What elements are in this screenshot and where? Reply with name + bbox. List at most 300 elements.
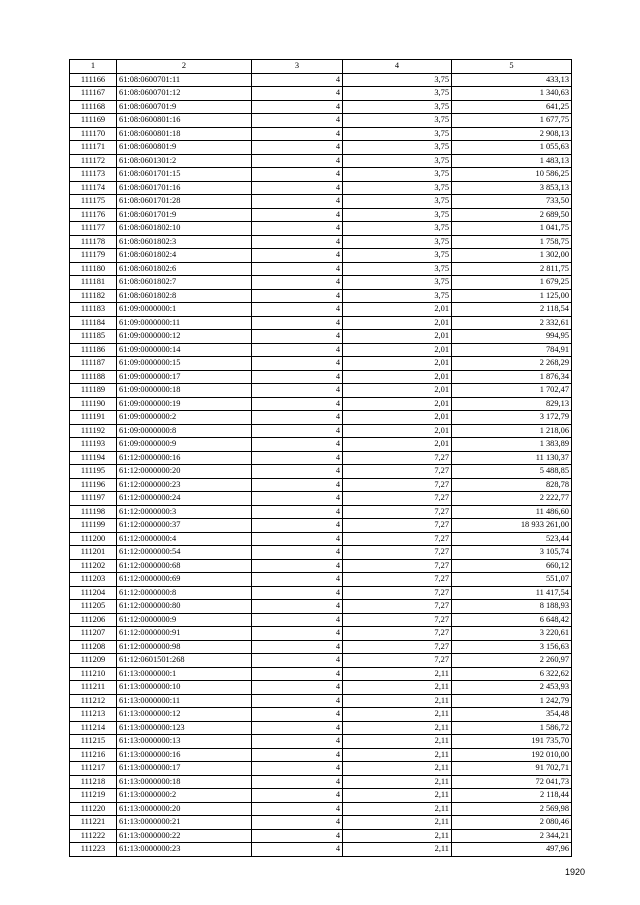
row-number-cell: 111184 [70,316,117,330]
row-number-cell: 111175 [70,195,117,209]
cadastral-number-cell: 61:13:0000000:23 [117,843,252,857]
table-row [70,816,572,830]
column-4-cell: 3,75 [343,181,452,195]
cadastral-number-cell: 61:09:0000000:9 [117,438,252,452]
cadastral-number-cell: 61:09:0000000:8 [117,424,252,438]
column-5-cell: 2 569,98 [452,802,572,816]
column-4-cell: 3,75 [343,114,452,128]
table-row [70,114,572,128]
column-4-cell: 2,01 [343,424,452,438]
column-4-cell: 2,11 [343,775,452,789]
cadastral-number-cell: 61:13:0000000:13 [117,735,252,749]
column-5-cell: 72 041,73 [452,775,572,789]
row-number-cell: 111206 [70,613,117,627]
row-number-cell: 111180 [70,262,117,276]
row-number-cell: 111173 [70,168,117,182]
column-4-cell: 3,75 [343,168,452,182]
column-5-cell: 641,25 [452,100,572,114]
column-4-cell: 3,75 [343,100,452,114]
row-number-cell: 111199 [70,519,117,533]
table-row [70,519,572,533]
table-row [70,73,572,87]
cadastral-number-cell: 61:13:0000000:12 [117,708,252,722]
cadastral-number-cell: 61:08:0601802:6 [117,262,252,276]
table-row [70,492,572,506]
column-4-cell: 3,75 [343,127,452,141]
cadastral-number-cell: 61:12:0000000:69 [117,573,252,587]
row-number-cell: 111208 [70,640,117,654]
table-row [70,600,572,614]
column-5-cell: 1 702,47 [452,384,572,398]
column-3-cell: 4 [252,532,343,546]
column-5-cell: 1 383,89 [452,438,572,452]
table-row [70,195,572,209]
cadastral-number-cell: 61:08:0601802:10 [117,222,252,236]
column-4-cell: 2,11 [343,708,452,722]
cadastral-number-cell: 61:12:0000000:37 [117,519,252,533]
table-row [70,735,572,749]
table-row [70,141,572,155]
column-5-cell: 1 679,25 [452,276,572,290]
cadastral-number-cell: 61:08:0600801:18 [117,127,252,141]
row-number-cell: 111191 [70,411,117,425]
column-5-cell: 11 486,60 [452,505,572,519]
row-number-cell: 111177 [70,222,117,236]
column-3-cell: 4 [252,127,343,141]
column-4-cell: 2,11 [343,829,452,843]
column-3-cell: 4 [252,505,343,519]
column-3-cell: 4 [252,154,343,168]
row-number-cell: 111171 [70,141,117,155]
column-5-cell: 1 758,75 [452,235,572,249]
column-4-cell: 3,75 [343,235,452,249]
column-4-cell: 7,27 [343,465,452,479]
table-row [70,654,572,668]
table-row [70,465,572,479]
table-row [70,843,572,857]
cadastral-number-cell: 61:08:0601802:7 [117,276,252,290]
column-4-cell: 3,75 [343,87,452,101]
column-4-cell: 2,11 [343,667,452,681]
cadastral-number-cell: 61:12:0000000:4 [117,532,252,546]
column-5-cell: 1 125,00 [452,289,572,303]
cadastral-number-cell: 61:13:0000000:16 [117,748,252,762]
cadastral-number-cell: 61:12:0000000:23 [117,478,252,492]
column-4-cell: 2,01 [343,330,452,344]
column-3-cell: 4 [252,262,343,276]
row-number-cell: 111186 [70,343,117,357]
column-4-cell: 7,27 [343,492,452,506]
table-row [70,451,572,465]
column-5-cell: 784,91 [452,343,572,357]
column-3-cell: 4 [252,424,343,438]
cadastral-number-cell: 61:09:0000000:2 [117,411,252,425]
table-row [70,370,572,384]
column-4-cell: 7,27 [343,559,452,573]
column-3-cell: 4 [252,168,343,182]
cadastral-number-cell: 61:09:0000000:1 [117,303,252,317]
cadastral-number-cell: 61:12:0000000:20 [117,465,252,479]
column-3-cell: 4 [252,789,343,803]
column-4-cell: 2,11 [343,735,452,749]
column-5-cell: 3 172,79 [452,411,572,425]
column-3-cell: 4 [252,843,343,857]
row-number-cell: 111178 [70,235,117,249]
column-4-cell: 2,11 [343,843,452,857]
cadastral-number-cell: 61:09:0000000:15 [117,357,252,371]
column-3-cell: 4 [252,114,343,128]
column-3-cell: 4 [252,492,343,506]
table-row [70,262,572,276]
table-row [70,829,572,843]
column-4-cell: 2,11 [343,721,452,735]
cadastral-number-cell: 61:12:0000000:3 [117,505,252,519]
row-number-cell: 111220 [70,802,117,816]
column-5-cell: 433,13 [452,73,572,87]
table-row [70,343,572,357]
table-row [70,276,572,290]
row-number-cell: 111200 [70,532,117,546]
column-4-cell: 2,11 [343,694,452,708]
row-number-cell: 111167 [70,87,117,101]
column-3-cell: 4 [252,73,343,87]
column-4-cell: 2,11 [343,789,452,803]
cadastral-number-cell: 61:13:0000000:1 [117,667,252,681]
column-5-cell: 1 041,75 [452,222,572,236]
column-4-cell: 7,27 [343,573,452,587]
column-3-cell: 4 [252,600,343,614]
row-number-cell: 111204 [70,586,117,600]
column-3-cell: 4 [252,100,343,114]
row-number-cell: 111215 [70,735,117,749]
row-number-cell: 111202 [70,559,117,573]
column-5-cell: 5 488,85 [452,465,572,479]
column-4-cell: 7,27 [343,640,452,654]
column-3-cell: 4 [252,627,343,641]
row-number-cell: 111168 [70,100,117,114]
table-row [70,546,572,560]
column-5-cell: 91 702,71 [452,762,572,776]
column-3-cell: 4 [252,694,343,708]
table-row [70,532,572,546]
column-header-4: 4 [343,60,452,74]
column-3-cell: 4 [252,640,343,654]
table-row [70,478,572,492]
column-3-cell: 4 [252,708,343,722]
column-4-cell: 7,27 [343,586,452,600]
column-3-cell: 4 [252,181,343,195]
table-row [70,573,572,587]
column-5-cell: 10 586,25 [452,168,572,182]
column-5-cell: 523,44 [452,532,572,546]
row-number-cell: 111179 [70,249,117,263]
table-row [70,303,572,317]
column-3-cell: 4 [252,330,343,344]
row-number-cell: 111218 [70,775,117,789]
column-5-cell: 6 648,42 [452,613,572,627]
column-3-cell: 4 [252,816,343,830]
column-5-cell: 829,13 [452,397,572,411]
column-4-cell: 3,75 [343,208,452,222]
table-row [70,775,572,789]
table-row [70,681,572,695]
column-3-cell: 4 [252,573,343,587]
row-number-cell: 111197 [70,492,117,506]
column-5-cell: 733,50 [452,195,572,209]
cadastral-number-cell: 61:13:0000000:22 [117,829,252,843]
column-3-cell: 4 [252,289,343,303]
column-4-cell: 7,27 [343,451,452,465]
column-5-cell: 1 340,63 [452,87,572,101]
column-3-cell: 4 [252,451,343,465]
column-3-cell: 4 [252,195,343,209]
column-5-cell: 2 118,54 [452,303,572,317]
cadastral-number-cell: 61:12:0000000:16 [117,451,252,465]
row-number-cell: 111196 [70,478,117,492]
column-3-cell: 4 [252,721,343,735]
column-5-cell: 2 268,29 [452,357,572,371]
column-5-cell: 354,48 [452,708,572,722]
column-4-cell: 7,27 [343,654,452,668]
row-number-cell: 111189 [70,384,117,398]
column-3-cell: 4 [252,519,343,533]
column-3-cell: 4 [252,748,343,762]
cadastral-number-cell: 61:12:0000000:68 [117,559,252,573]
cadastral-number-cell: 61:09:0000000:12 [117,330,252,344]
table-row [70,559,572,573]
table-body [70,73,572,856]
column-4-cell: 2,01 [343,357,452,371]
table-row [70,721,572,735]
column-5-cell: 18 933 261,00 [452,519,572,533]
column-5-cell: 660,12 [452,559,572,573]
table-row [70,330,572,344]
column-4-cell: 3,75 [343,262,452,276]
column-4-cell: 3,75 [343,141,452,155]
column-3-cell: 4 [252,87,343,101]
column-3-cell: 4 [252,276,343,290]
row-number-cell: 111172 [70,154,117,168]
table-row [70,640,572,654]
column-5-cell: 1 586,72 [452,721,572,735]
row-number-cell: 111198 [70,505,117,519]
table-header-row [70,60,572,74]
cadastral-number-cell: 61:12:0000000:9 [117,613,252,627]
cadastral-number-cell: 61:13:0000000:10 [117,681,252,695]
column-5-cell: 2 689,50 [452,208,572,222]
cadastral-number-cell: 61:09:0000000:19 [117,397,252,411]
table-row [70,87,572,101]
column-3-cell: 4 [252,303,343,317]
column-3-cell: 4 [252,681,343,695]
row-number-cell: 111194 [70,451,117,465]
column-3-cell: 4 [252,141,343,155]
column-3-cell: 4 [252,559,343,573]
column-5-cell: 1 483,13 [452,154,572,168]
cadastral-number-cell: 61:13:0000000:17 [117,762,252,776]
table-row [70,208,572,222]
table-row [70,667,572,681]
column-3-cell: 4 [252,397,343,411]
cadastral-number-cell: 61:08:0600801:16 [117,114,252,128]
cadastral-number-cell: 61:08:0601802:3 [117,235,252,249]
table-row [70,222,572,236]
column-4-cell: 2,01 [343,384,452,398]
row-number-cell: 111205 [70,600,117,614]
column-5-cell: 3 156,63 [452,640,572,654]
table-row [70,748,572,762]
page-number: 1920 [565,867,586,877]
column-4-cell: 3,75 [343,289,452,303]
column-5-cell: 994,95 [452,330,572,344]
cadastral-number-cell: 61:13:0000000:123 [117,721,252,735]
cadastral-number-cell: 61:09:0000000:18 [117,384,252,398]
table-row [70,357,572,371]
column-4-cell: 7,27 [343,478,452,492]
table-row [70,708,572,722]
cadastral-number-cell: 61:09:0000000:17 [117,370,252,384]
table-row [70,249,572,263]
column-4-cell: 2,01 [343,438,452,452]
column-4-cell: 2,11 [343,748,452,762]
row-number-cell: 111213 [70,708,117,722]
cadastral-number-cell: 61:08:0600701:9 [117,100,252,114]
column-3-cell: 4 [252,357,343,371]
column-header-5: 5 [452,60,572,74]
cadastral-number-cell: 61:12:0000000:54 [117,546,252,560]
column-4-cell: 2,01 [343,411,452,425]
column-5-cell: 3 853,13 [452,181,572,195]
table-row [70,235,572,249]
cadastral-number-cell: 61:12:0000000:91 [117,627,252,641]
column-header-2: 2 [117,60,252,74]
row-number-cell: 111183 [70,303,117,317]
column-3-cell: 4 [252,613,343,627]
cadastral-number-cell: 61:12:0000000:98 [117,640,252,654]
row-number-cell: 111212 [70,694,117,708]
data-table [69,59,572,857]
column-4-cell: 7,27 [343,532,452,546]
table-row [70,316,572,330]
cadastral-number-cell: 61:13:0000000:21 [117,816,252,830]
table-row [70,411,572,425]
table-row [70,127,572,141]
table-row [70,627,572,641]
row-number-cell: 111170 [70,127,117,141]
row-number-cell: 111223 [70,843,117,857]
column-4-cell: 3,75 [343,276,452,290]
cadastral-number-cell: 61:09:0000000:14 [117,343,252,357]
column-5-cell: 2 453,93 [452,681,572,695]
column-4-cell: 3,75 [343,154,452,168]
column-5-cell: 192 010,00 [452,748,572,762]
row-number-cell: 111190 [70,397,117,411]
column-5-cell: 191 735,70 [452,735,572,749]
column-3-cell: 4 [252,735,343,749]
column-header-3: 3 [252,60,343,74]
row-number-cell: 111210 [70,667,117,681]
column-3-cell: 4 [252,249,343,263]
row-number-cell: 111187 [70,357,117,371]
row-number-cell: 111174 [70,181,117,195]
cadastral-number-cell: 61:13:0000000:11 [117,694,252,708]
column-5-cell: 1 876,34 [452,370,572,384]
table-row [70,586,572,600]
column-3-cell: 4 [252,222,343,236]
column-5-cell: 2 222,77 [452,492,572,506]
cadastral-number-cell: 61:08:0601701:28 [117,195,252,209]
row-number-cell: 111207 [70,627,117,641]
column-3-cell: 4 [252,829,343,843]
column-4-cell: 7,27 [343,627,452,641]
column-4-cell: 2,01 [343,303,452,317]
column-3-cell: 4 [252,411,343,425]
column-4-cell: 2,01 [343,370,452,384]
cadastral-number-cell: 61:08:0601301:2 [117,154,252,168]
column-5-cell: 2 260,97 [452,654,572,668]
cadastral-number-cell: 61:12:0000000:8 [117,586,252,600]
column-5-cell: 1 302,00 [452,249,572,263]
cadastral-number-cell: 61:08:0601701:16 [117,181,252,195]
column-5-cell: 11 417,54 [452,586,572,600]
cadastral-number-cell: 61:08:0601802:4 [117,249,252,263]
table-row [70,438,572,452]
table-row [70,613,572,627]
column-4-cell: 2,01 [343,397,452,411]
row-number-cell: 111222 [70,829,117,843]
cadastral-number-cell: 61:12:0000000:80 [117,600,252,614]
row-number-cell: 111201 [70,546,117,560]
row-number-cell: 111221 [70,816,117,830]
cadastral-number-cell: 61:12:0000000:24 [117,492,252,506]
column-3-cell: 4 [252,775,343,789]
column-5-cell: 1 677,75 [452,114,572,128]
table-row [70,100,572,114]
table-row [70,384,572,398]
cadastral-number-cell: 61:13:0000000:18 [117,775,252,789]
column-3-cell: 4 [252,465,343,479]
cadastral-number-cell: 61:08:0600701:12 [117,87,252,101]
column-3-cell: 4 [252,384,343,398]
table-row [70,154,572,168]
row-number-cell: 111181 [70,276,117,290]
table-row [70,181,572,195]
column-5-cell: 551,07 [452,573,572,587]
column-4-cell: 3,75 [343,222,452,236]
column-5-cell: 2 811,75 [452,262,572,276]
cadastral-number-cell: 61:08:0601701:15 [117,168,252,182]
cadastral-number-cell: 61:12:0601501:268 [117,654,252,668]
cadastral-number-cell: 61:08:0601802:8 [117,289,252,303]
column-3-cell: 4 [252,478,343,492]
table-row [70,694,572,708]
row-number-cell: 111203 [70,573,117,587]
column-5-cell: 2 118,44 [452,789,572,803]
column-5-cell: 2 344,21 [452,829,572,843]
column-5-cell: 8 188,93 [452,600,572,614]
column-3-cell: 4 [252,546,343,560]
row-number-cell: 111176 [70,208,117,222]
column-4-cell: 3,75 [343,195,452,209]
row-number-cell: 111185 [70,330,117,344]
column-3-cell: 4 [252,762,343,776]
table-row [70,397,572,411]
table-row [70,762,572,776]
column-4-cell: 7,27 [343,505,452,519]
column-4-cell: 3,75 [343,73,452,87]
column-3-cell: 4 [252,235,343,249]
column-4-cell: 7,27 [343,519,452,533]
